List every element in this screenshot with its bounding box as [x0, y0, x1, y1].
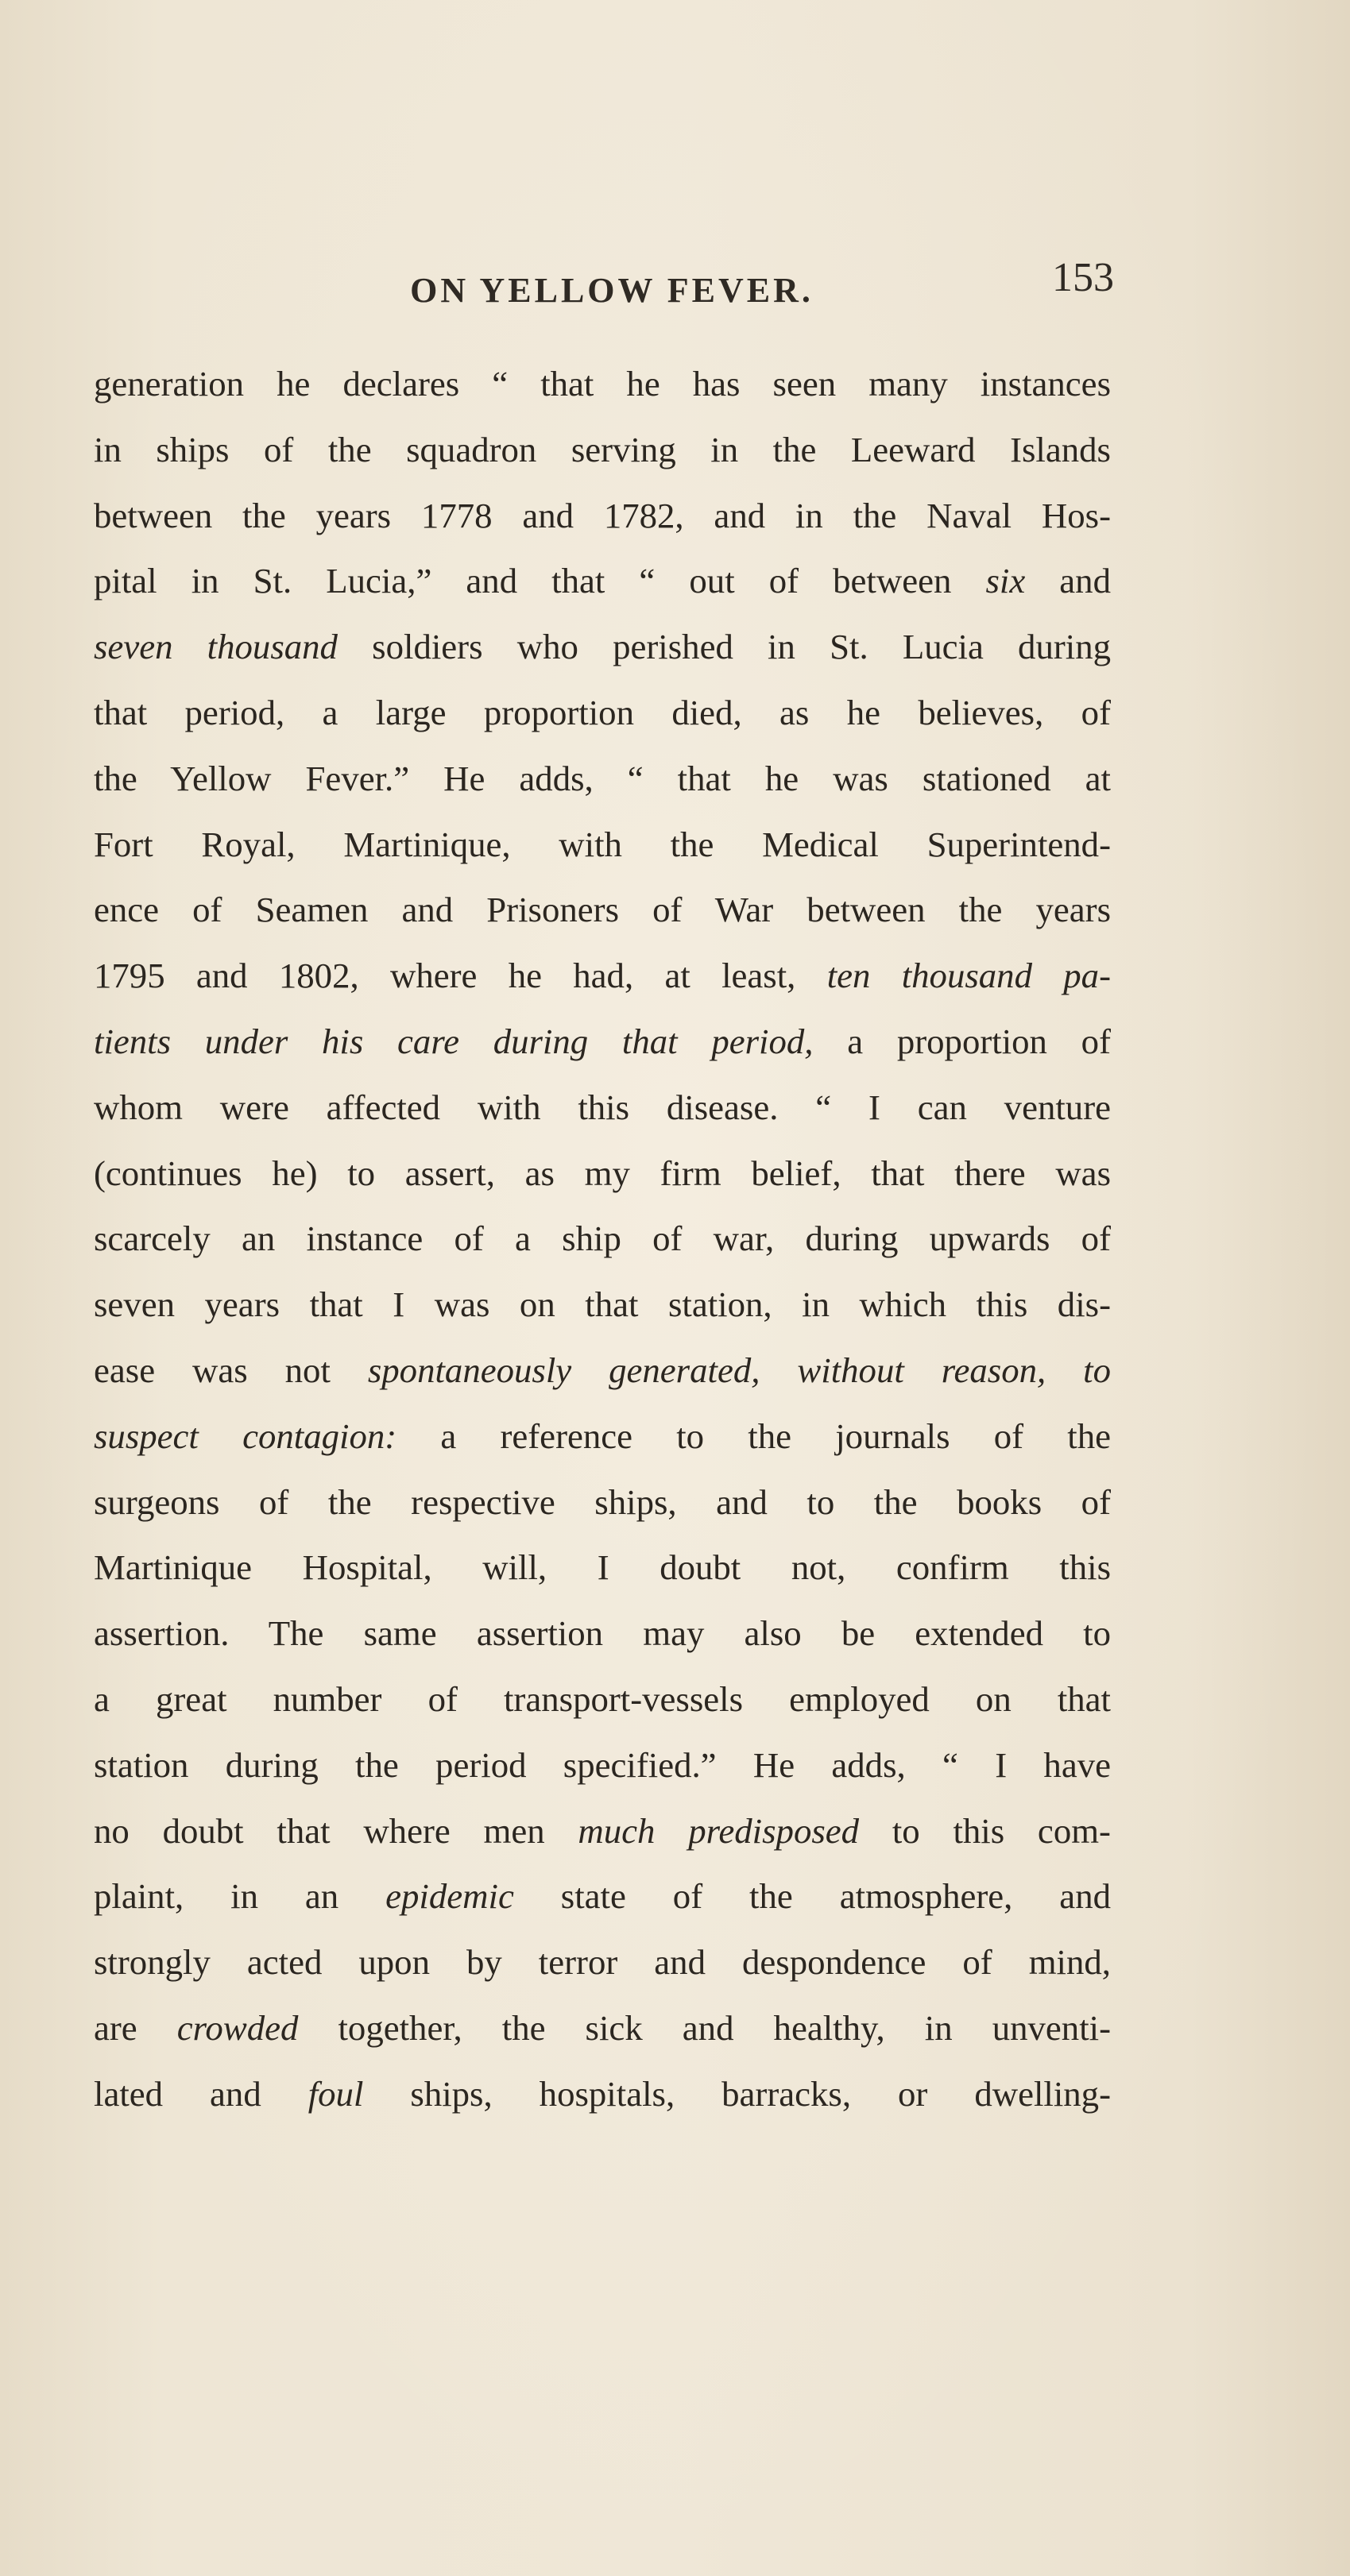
italic-run: tients under his care during that period, — [94, 1021, 814, 1061]
text-run: Martinique Hospital, will, I doubt not, confirm this — [94, 1547, 1111, 1588]
text-run: that period, a large proportion died, as he believes, of — [94, 692, 1111, 732]
text-run: (continues he) to assert, as my firm belief, that there was — [94, 1153, 1111, 1193]
text-run: in ships of the squadron serving in the Leeward Islands — [94, 429, 1111, 469]
text-line — [94, 417, 1111, 483]
italic-run: much predisposed — [578, 1810, 860, 1851]
text-run: and — [1025, 561, 1111, 601]
text-run: scarcely an instance of a ship of war, during upwards of — [94, 1218, 1111, 1259]
text-line — [94, 2061, 1111, 2127]
text-run: ships, hospitals, barracks, or dwelling- — [363, 2073, 1111, 2114]
text-run: pital in St. Lucia,” and that “ out of between — [94, 561, 986, 601]
text-run: station during the period specified.” He adds, “ I have — [94, 1744, 1111, 1785]
text-line — [94, 812, 1111, 878]
text-line — [94, 1601, 1111, 1666]
text-line — [94, 1732, 1111, 1798]
text-run: soldiers who perished in St. Lucia during — [337, 627, 1111, 667]
text-line — [94, 1206, 1111, 1272]
text-line — [94, 877, 1111, 943]
text-run: generation he declares “ that he has seen many instances — [94, 364, 1111, 404]
text-line — [94, 483, 1111, 549]
text-run: surgeons of the respective ships, and to the books of — [94, 1481, 1111, 1522]
text-run: assertion. The same assertion may also be extended to — [94, 1613, 1111, 1654]
text-run: state of the atmosphere, and — [513, 1876, 1111, 1917]
text-line — [94, 1929, 1111, 1995]
text-run: strongly acted upon by terror and despondence of mind, — [94, 1942, 1111, 1983]
text-line — [94, 351, 1111, 417]
text-run: ence of Seamen and Prisoners of War between the years — [94, 890, 1111, 930]
text-line — [94, 1798, 1111, 1864]
page-number: 153 — [1052, 255, 1114, 300]
text-run: no doubt that where men — [94, 1810, 578, 1851]
italic-run: suspect contagion: — [94, 1415, 397, 1456]
text-line — [94, 1863, 1111, 1929]
italic-run: spontaneously generated, without reason, to — [367, 1350, 1111, 1390]
text-run: 1795 and 1802, where he had, at least, — [94, 956, 827, 996]
text-run: whom were affected with this disease. “ I can venture — [94, 1087, 1111, 1127]
body-text — [94, 351, 1111, 2127]
text-run: seven years that I was on that station, in which this dis- — [94, 1284, 1111, 1325]
text-line — [94, 943, 1111, 1009]
text-run: a proportion of — [813, 1021, 1111, 1061]
text-run: between the years 1778 and 1782, and in the Naval Hos- — [94, 495, 1111, 535]
text-line — [94, 1404, 1111, 1470]
text-line — [94, 1009, 1111, 1075]
italic-run: epidemic — [385, 1876, 514, 1917]
page-header — [111, 238, 1112, 334]
text-run: ease was not — [94, 1350, 368, 1390]
text-line — [94, 1075, 1111, 1141]
italic-run: foul — [308, 2073, 364, 2114]
text-run: Fort Royal, Martinique, with the Medical Superintend- — [94, 824, 1111, 864]
text-run: a reference to the journals of the — [396, 1415, 1111, 1456]
text-line — [94, 614, 1111, 680]
italic-run: seven thousand — [94, 627, 338, 667]
text-line — [94, 1141, 1111, 1207]
text-run: lated and — [94, 2073, 308, 2114]
italic-run: crowded — [176, 2007, 299, 2048]
text-line — [94, 1338, 1111, 1404]
text-line — [94, 680, 1111, 746]
text-line — [94, 746, 1111, 812]
text-run: together, the sick and healthy, in unventi- — [298, 2007, 1111, 2048]
text-run: the Yellow Fever.” He adds, “ that he was stationed at — [94, 758, 1111, 798]
text-run: a great number of transport-vessels employed on that — [94, 1678, 1111, 1719]
text-line — [94, 1272, 1111, 1338]
text-run: to this com- — [859, 1810, 1111, 1851]
text-line — [94, 1666, 1111, 1732]
text-line — [94, 1995, 1111, 2061]
italic-run: ten thousand pa- — [826, 956, 1111, 996]
text-run: plaint, in an — [94, 1876, 386, 1917]
text-line — [94, 1470, 1111, 1535]
text-line — [94, 548, 1111, 614]
text-line — [94, 1535, 1111, 1601]
running-head: ON YELLOW FEVER. — [410, 271, 814, 310]
italic-run: six — [985, 561, 1026, 601]
text-run: are — [94, 2007, 177, 2048]
